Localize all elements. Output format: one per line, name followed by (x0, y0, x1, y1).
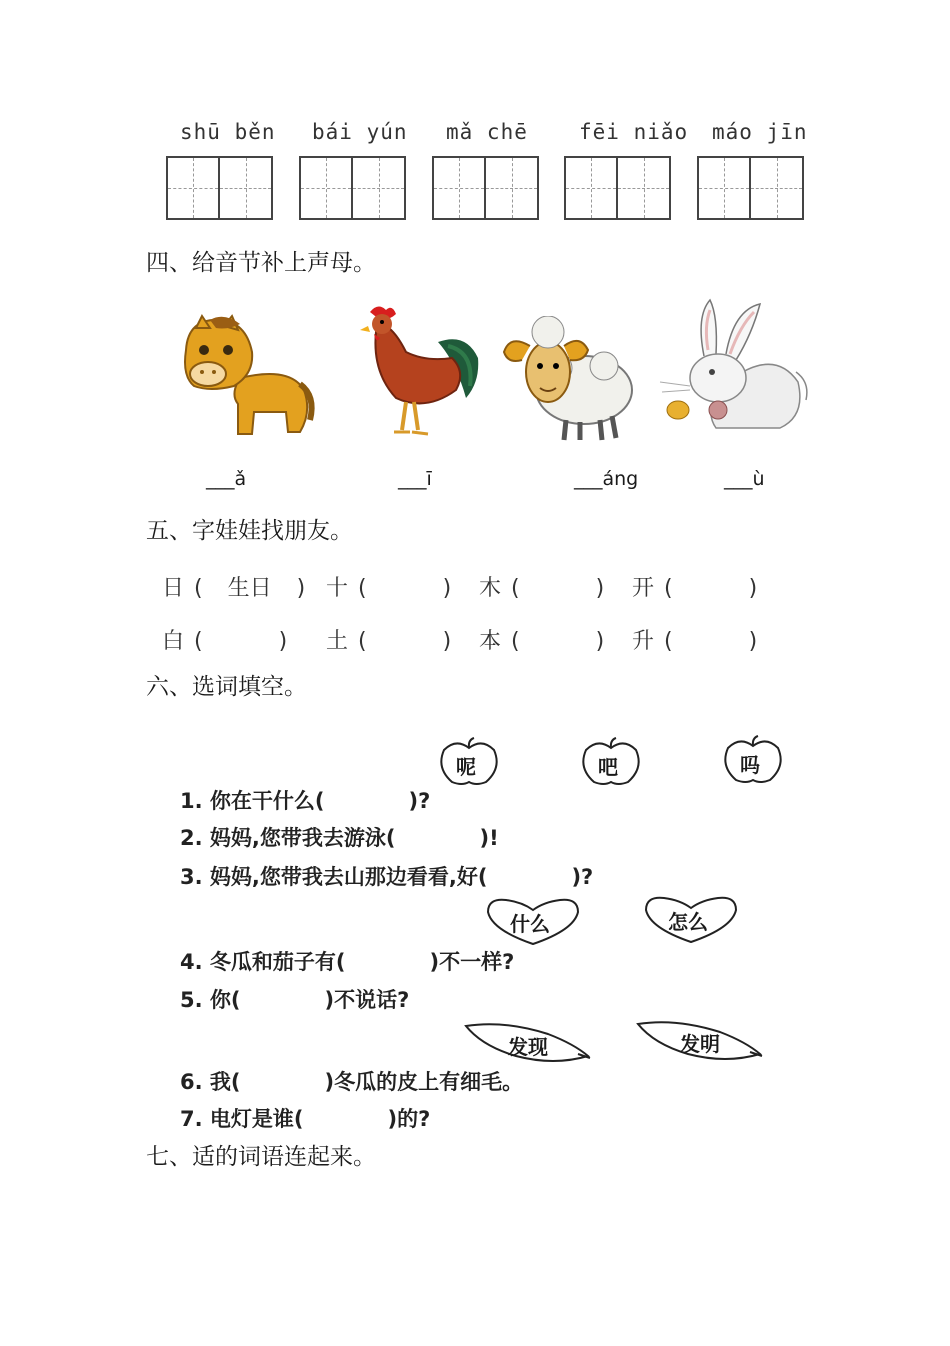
blank-syllable-horse[interactable]: ___ǎ (206, 468, 247, 490)
word-chip-ma[interactable]: 吗 (722, 734, 784, 784)
pinyin-word-3: mǎ chē (446, 120, 528, 144)
answer-blank[interactable]: 生日 (227, 576, 272, 601)
char-pair-kai[interactable]: 开 ( ) (632, 576, 758, 601)
word-chip-faming[interactable]: 发明 (636, 1020, 764, 1064)
sentence-1[interactable]: 1. 你在干什么( )? (180, 789, 431, 813)
section-seven-heading: 七、适的词语连起来。 (146, 1144, 376, 1170)
rooster-image (356, 302, 482, 442)
pinyin-word-5: máo jīn (712, 120, 808, 144)
char: 日 (162, 576, 185, 601)
section-six-heading: 六、选词填空。 (146, 674, 307, 700)
word-chip-shenme[interactable]: 什么 (484, 896, 582, 946)
word-chip-faxian[interactable]: 发现 (464, 1022, 592, 1066)
horse-image (180, 312, 320, 440)
rabbit-image (656, 296, 810, 436)
writing-grid-5[interactable] (697, 156, 804, 220)
word-chip-ba[interactable]: 吧 (580, 736, 642, 786)
sheep-image (500, 316, 636, 444)
pinyin-word-1: shū běn (180, 120, 276, 144)
blank-syllable-rooster[interactable]: ___ī (398, 468, 432, 490)
writing-grid-2[interactable] (299, 156, 406, 220)
char-pair-bai[interactable]: 白 ( ) (162, 629, 288, 654)
char-pair-ben[interactable]: 本 ( ) (479, 629, 605, 654)
blank-syllable-rabbit[interactable]: ___ù (724, 468, 765, 490)
word-chip-zenme[interactable]: 怎么 (642, 894, 740, 944)
writing-grid-1[interactable] (166, 156, 273, 220)
writing-grid-3[interactable] (432, 156, 539, 220)
char-pair-sheng[interactable]: 升 ( ) (632, 629, 758, 654)
sentence-5[interactable]: 5. 你( )不说话? (180, 988, 410, 1012)
writing-grid-4[interactable] (564, 156, 671, 220)
sentence-3[interactable]: 3. 妈妈,您带我去山那边看看,好( )? (180, 865, 594, 889)
section-four-heading: 四、给音节补上声母。 (146, 250, 376, 276)
sentence-2[interactable]: 2. 妈妈,您带我去游泳( )! (180, 826, 499, 850)
char-pair-ri[interactable]: 日 ( 生日 ) (162, 571, 305, 602)
pinyin-word-2: bái yún (312, 120, 408, 144)
char-pair-shi[interactable]: 十 ( ) (326, 576, 452, 601)
pinyin-word-4: fēi niǎo (579, 120, 689, 144)
sentence-4[interactable]: 4. 冬瓜和茄子有( )不一样? (180, 950, 515, 974)
word-chip-ne[interactable]: 呢 (438, 736, 500, 786)
section-five-heading: 五、字娃娃找朋友。 (146, 518, 353, 544)
sentence-6[interactable]: 6. 我( )冬瓜的皮上有细毛。 (180, 1070, 524, 1094)
sentence-7[interactable]: 7. 电灯是谁( )的? (180, 1107, 431, 1131)
char-pair-tu[interactable]: 土 ( ) (326, 629, 452, 654)
blank-syllable-sheep[interactable]: ___áng (574, 468, 639, 490)
char-pair-mu[interactable]: 木 ( ) (479, 576, 605, 601)
